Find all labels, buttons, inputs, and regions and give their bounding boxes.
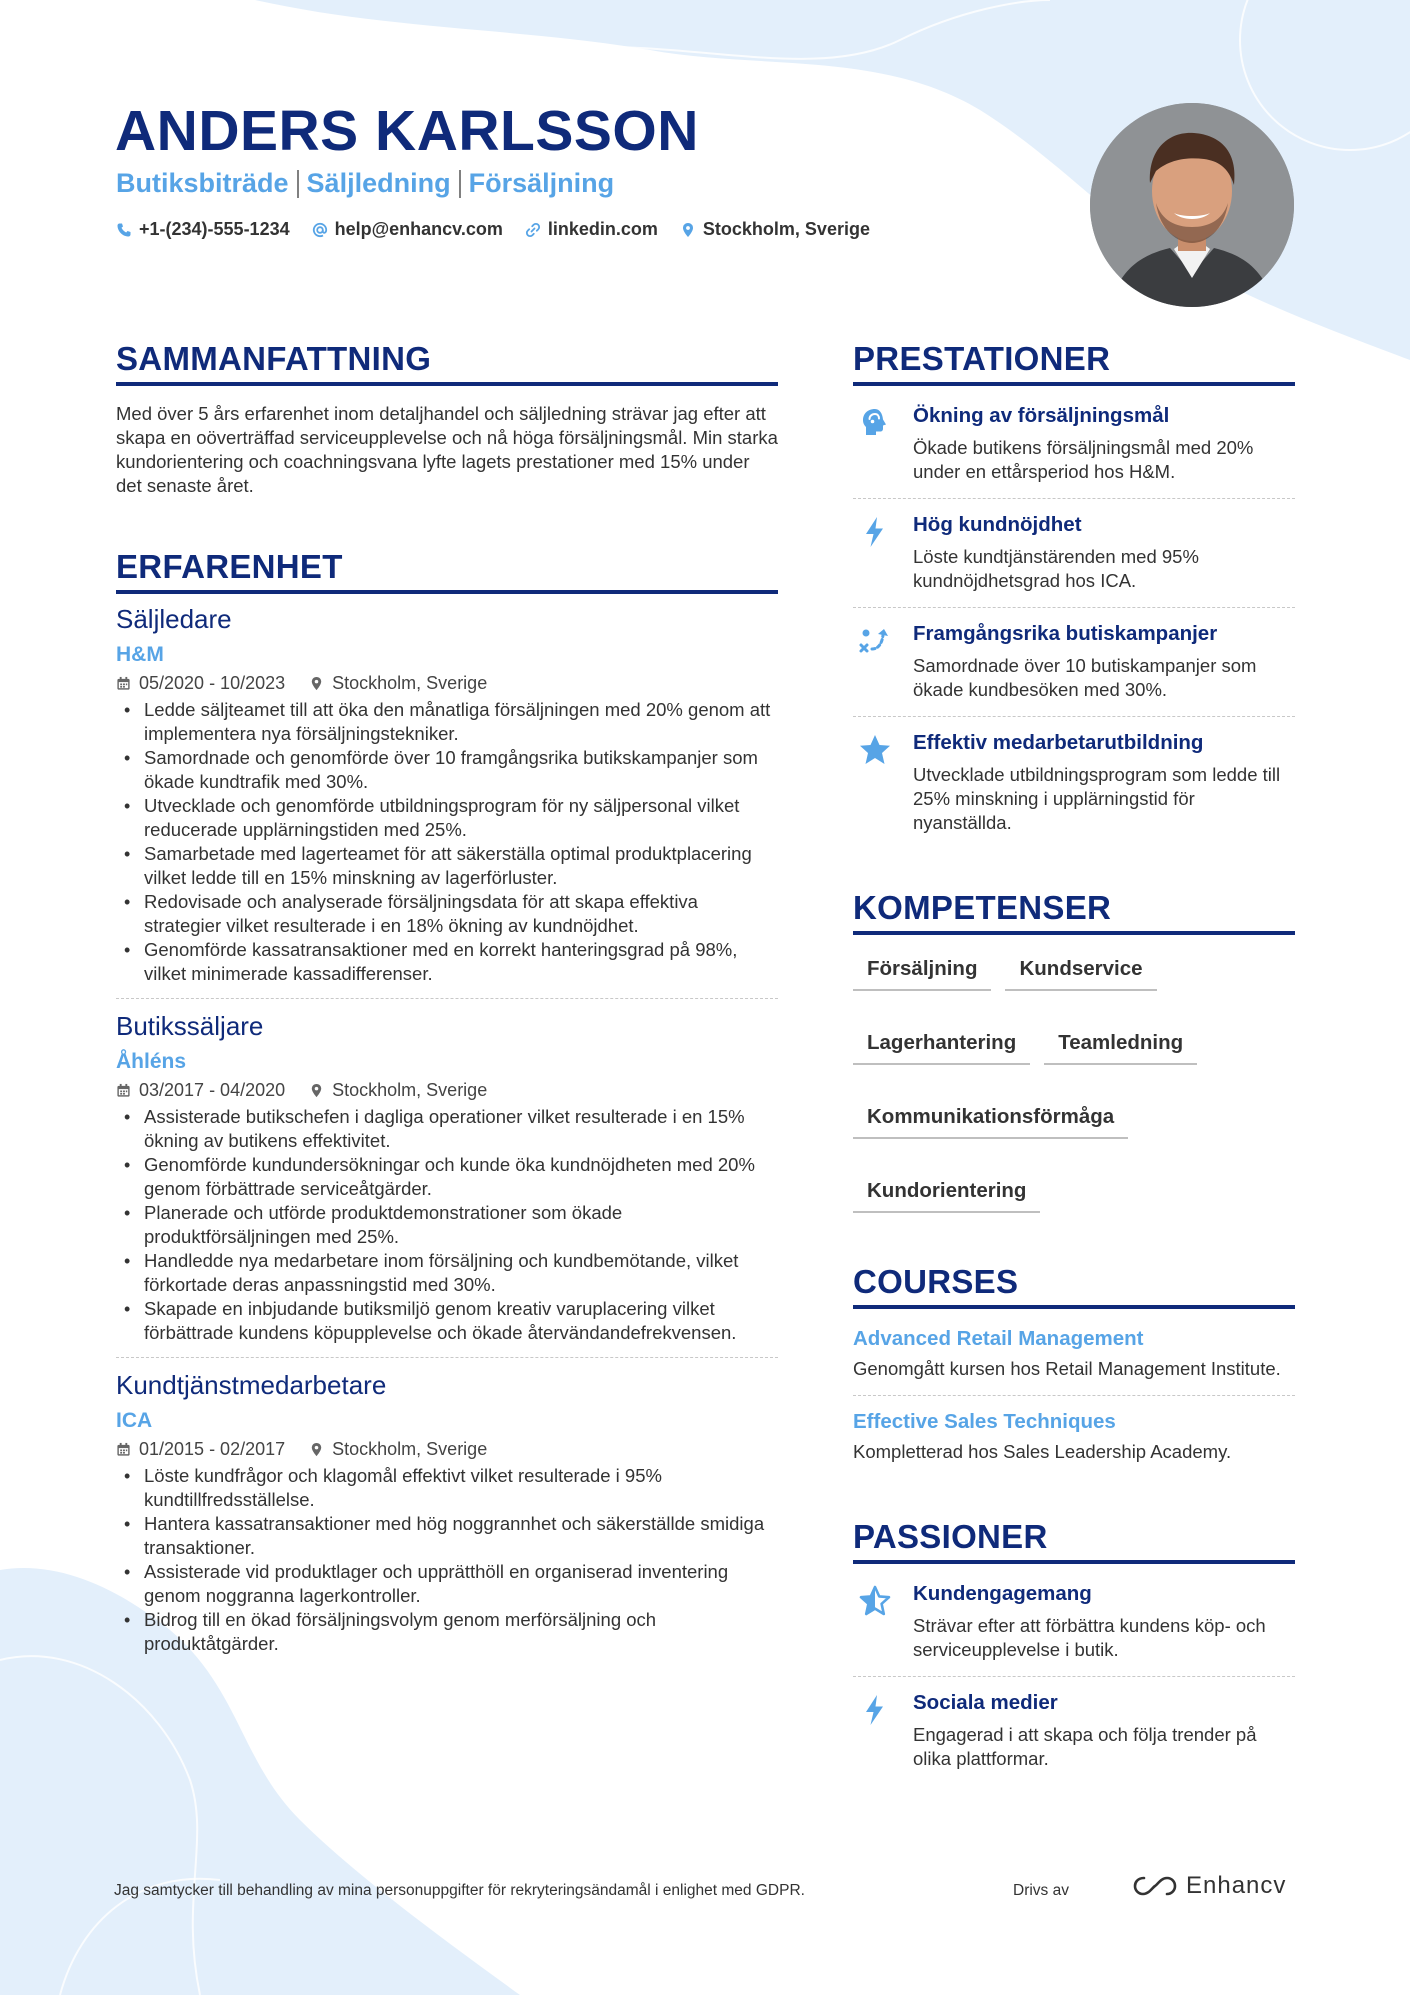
achievement-title: Hög kundnöjdhet	[913, 513, 1082, 536]
job-entry	[116, 1370, 778, 1668]
job-bullets	[116, 698, 778, 986]
job-bullet: • Genomförde kundundersökningar och kunde öka kundnöjdheten med 20% genom förbättrade serviceåtgärder.	[116, 1153, 778, 1201]
achievement-title: Framgångsrika butiskampanjer	[913, 622, 1218, 645]
courses-list	[853, 1313, 1295, 1478]
job-bullet: • Handledde nya medarbetare inom försäljning och kundbemötande, vilket förkortade deras anpassningstid med 30%.	[116, 1249, 778, 1297]
powered-by-label: Drivs av	[1013, 1882, 1069, 1899]
job-entry	[116, 1011, 778, 1358]
job-title: Butikssäljare	[116, 1011, 264, 1041]
course-item	[853, 1396, 1295, 1478]
passion-desc: Engagerad i att skapa och följa trender på olika plattformar.	[913, 1724, 1257, 1769]
location-pin-icon	[309, 1442, 324, 1457]
job-bullet: • Bidrog till en ökad försäljningsvolym genom merförsäljning och produktåtgärder.	[116, 1608, 778, 1656]
course-title: Advanced Retail Management	[853, 1327, 1144, 1350]
job-bullet: • Skapade en inbjudande butiksmiljö genom kreativ varuplacering vilket förbättrade kundens köpupplevelse och ökade återvändandefrekvensen.	[116, 1297, 778, 1345]
experience-list	[116, 604, 778, 1668]
location-pin-icon	[309, 1083, 324, 1098]
job-meta	[116, 1439, 778, 1460]
brand-name: Enhancv	[1186, 1872, 1287, 1899]
contact-phone[interactable]	[116, 219, 290, 240]
job-location: Stockholm, Sverige	[332, 673, 488, 693]
course-desc: Kompletterad hos Sales Leadership Academy.	[853, 1441, 1232, 1462]
calendar-icon	[116, 676, 131, 691]
lightning-icon	[858, 1693, 892, 1727]
achievements-heading: PRESTATIONER	[853, 340, 1295, 386]
strategy-icon	[858, 624, 892, 658]
location-text: Stockholm, Sverige	[702, 219, 870, 239]
achievement-desc: Löste kundtjänstärenden med 95% kundnöjdhetsgrad hos ICA.	[913, 546, 1199, 591]
contact-location	[680, 219, 870, 240]
job-bullet: • Assisterade butikschefen i dagliga operationer vilket resulterade i en 15% ökning av butikens effektivitet.	[116, 1105, 778, 1153]
title-divider	[297, 170, 299, 198]
brand-logo[interactable]	[1132, 1872, 1286, 1900]
contact-info	[116, 219, 870, 240]
job-bullet: • Ledde säljteamet till att öka den månatliga försäljningen med 20% genom att implementera nya försäljningstekniker.	[116, 698, 778, 746]
job-dates: 03/2017 - 04/2020	[139, 1080, 286, 1100]
contact-linkedin[interactable]	[525, 219, 658, 240]
job-bullet: • Löste kundfrågor och klagomål effektivt vilket resulterade i 95% kundtillfredsställelse.	[116, 1464, 778, 1512]
company-name: ICA	[116, 1409, 153, 1432]
gdpr-consent: Jag samtycker till behandling av mina personuppgifter för rekryteringsändamål i enlighet med GDPR.	[114, 1882, 805, 1899]
linkedin-text: linkedin.com	[547, 219, 658, 239]
job-location: Stockholm, Sverige	[332, 1080, 488, 1100]
passion-item	[853, 1677, 1295, 1785]
job-titles	[116, 168, 614, 199]
title-3: Försäljning	[468, 168, 615, 198]
achievement-desc: Samordnade över 10 butiskampanjer som ökade kundbesöken med 30%.	[913, 655, 1257, 700]
company-name: H&M	[116, 643, 164, 666]
course-title: Effective Sales Techniques	[853, 1410, 1116, 1433]
phone-icon	[116, 222, 132, 238]
job-meta	[116, 673, 778, 694]
achievement-title: Effektiv medarbetarutbildning	[913, 731, 1204, 754]
left-column	[116, 340, 778, 1680]
achievement-desc: Ökade butikens försäljningsmål med 20% under en ettårsperiod hos H&M.	[913, 437, 1254, 482]
at-icon	[312, 222, 328, 238]
passions-list	[853, 1568, 1295, 1785]
location-pin-icon	[309, 676, 324, 691]
infinity-logo-icon	[1132, 1873, 1178, 1899]
achievement-item	[853, 608, 1295, 717]
location-pin-icon	[680, 222, 696, 238]
right-column	[853, 340, 1295, 1785]
job-location: Stockholm, Sverige	[332, 1439, 488, 1459]
job-bullet: • Redovisade och analyserade försäljningsdata för att skapa effektiva strategier vilket resulterade i en 18% ökning av kundnöjdhet.	[116, 890, 778, 938]
phone-text: +1-(234)-555-1234	[139, 219, 290, 239]
skills-heading: KOMPETENSER	[853, 889, 1295, 935]
job-bullet: • Hantera kassatransaktioner med hög noggrannhet och säkerställde smidiga transaktioner.	[116, 1512, 778, 1560]
profile-photo	[1090, 103, 1294, 307]
job-bullet: • Samordnade och genomförde över 10 framgångsrika butikskampanjer som ökade kundtrafik med 30%.	[116, 746, 778, 794]
company-name: Åhléns	[116, 1050, 187, 1073]
job-entry	[116, 604, 778, 999]
candidate-name: ANDERS KARLSSON	[115, 99, 699, 163]
achievement-desc: Utvecklade utbildningsprogram som ledde till 25% minskning i upplärningstid för nyanställda.	[913, 764, 1281, 833]
skill-tag: Teamledning	[1044, 1031, 1197, 1065]
summary-heading: SAMMANFATTNING	[116, 340, 778, 386]
lightning-icon	[858, 515, 892, 549]
title-1: Butiksbiträde	[116, 168, 289, 198]
job-dates: 05/2020 - 10/2023	[139, 673, 286, 693]
job-title: Kundtjänstmedarbetare	[116, 1370, 387, 1400]
skill-tag: Kundservice	[1005, 957, 1156, 991]
skill-tag: Kommunikationsförmåga	[853, 1105, 1128, 1139]
job-bullet: • Genomförde kassatransaktioner med en korrekt hanteringsgrad på 98%, vilket minimerade kassadifferenser.	[116, 938, 778, 986]
achievement-item	[853, 499, 1295, 608]
job-bullets	[116, 1105, 778, 1345]
job-meta	[116, 1080, 778, 1101]
achievement-title: Ökning av försäljningsmål	[913, 404, 1170, 427]
passions-heading: PASSIONER	[853, 1518, 1295, 1564]
link-icon	[525, 222, 541, 238]
star-icon	[858, 733, 892, 767]
contact-email[interactable]	[312, 219, 503, 240]
passion-desc: Strävar efter att förbättra kundens köp- och serviceupplevelse i butik.	[913, 1615, 1266, 1660]
skill-tag: Kundorientering	[853, 1179, 1040, 1213]
achievement-item	[853, 390, 1295, 499]
courses-heading: COURSES	[853, 1263, 1295, 1309]
job-bullet: • Planerade och utförde produktdemonstrationer som ökade produktförsäljningen med 25%.	[116, 1201, 778, 1249]
star-outline-icon	[858, 1584, 892, 1618]
head-icon	[858, 406, 892, 440]
skill-tag: Lagerhantering	[853, 1031, 1030, 1065]
title-divider	[459, 170, 461, 198]
skill-tag: Försäljning	[853, 957, 991, 991]
summary-text: Med över 5 års erfarenhet inom detaljhandel och säljledning strävar jag efter att skapa en oöverträffad serviceupplevelse och nå höga försäljningsmål. Min starka kundorientering och coachningsvana lyfte lagets prestationer med 15% under det senaste året.	[116, 403, 778, 496]
calendar-icon	[116, 1083, 131, 1098]
achievements-list	[853, 390, 1295, 849]
job-title: Säljledare	[116, 604, 232, 634]
job-bullet: • Assisterade vid produktlager och upprätthöll en organiserad inventering genom noggranna lagerkontroller.	[116, 1560, 778, 1608]
email-text: help@enhancv.com	[334, 219, 503, 239]
achievement-item	[853, 717, 1295, 849]
avatar	[1090, 103, 1294, 307]
calendar-icon	[116, 1442, 131, 1457]
passion-title: Kundengagemang	[913, 1582, 1092, 1605]
skills-list	[853, 957, 1295, 1213]
job-bullets	[116, 1464, 778, 1656]
job-bullet: • Utvecklade och genomförde utbildningsprogram för ny säljpersonal vilket reducerade upplärningstiden med 25%.	[116, 794, 778, 842]
experience-heading: ERFARENHET	[116, 548, 778, 594]
course-item	[853, 1313, 1295, 1396]
passion-title: Sociala medier	[913, 1691, 1058, 1714]
job-bullet: • Samarbetade med lagerteamet för att säkerställa optimal produktplacering vilket ledde till en 15% minskning av lagerförluster.	[116, 842, 778, 890]
title-2: Säljledning	[306, 168, 451, 198]
passion-item	[853, 1568, 1295, 1677]
course-desc: Genomgått kursen hos Retail Management Institute.	[853, 1358, 1281, 1379]
job-dates: 01/2015 - 02/2017	[139, 1439, 286, 1459]
